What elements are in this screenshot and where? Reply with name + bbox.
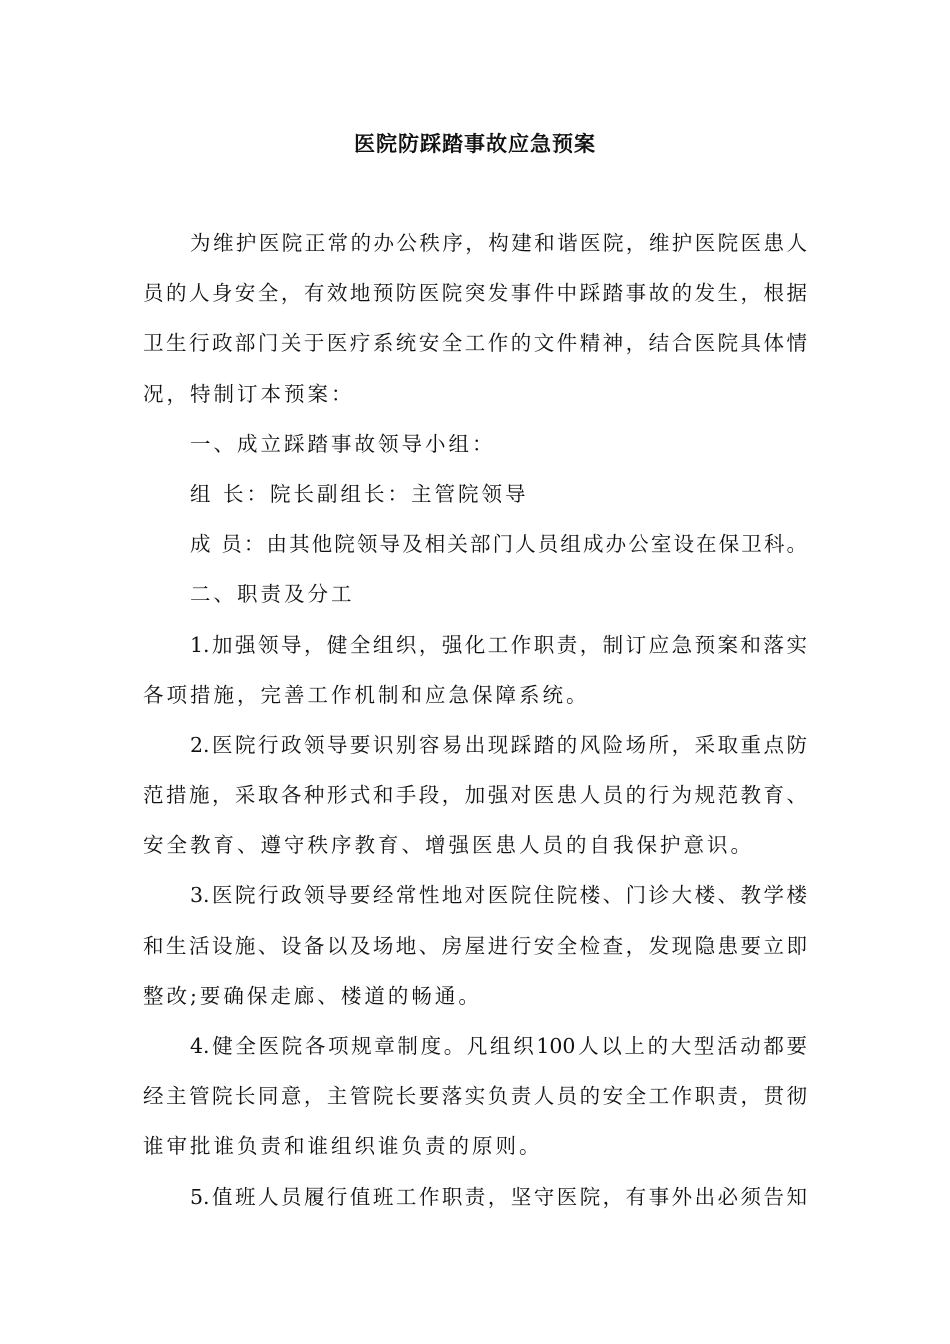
paragraph bbox=[143, 630, 807, 730]
text-line: 卫生行政部门关于医疗系统安全工作的文件精神，结合医院具体情 bbox=[143, 331, 807, 356]
text-line: 一、成立踩踏事故领导小组： bbox=[190, 431, 496, 456]
text-line: 安全教育、遵守秩序教育、增强医患人员的自我保护意识。 bbox=[143, 833, 754, 858]
text-line: 员的人身安全，有效地预防医院突发事件中踩踏事故的发生，根据 bbox=[143, 281, 807, 306]
paragraph bbox=[143, 529, 807, 579]
text-line: 4.健全医院各项规章制度。凡组织100人以上的大型活动都要 bbox=[190, 1034, 807, 1058]
text-line: 整改;要确保走廊、楼道的畅通。 bbox=[143, 983, 482, 1008]
text-line: 经主管院长同意，主管院长要落实负责人员的安全工作职责，贯彻 bbox=[143, 1084, 807, 1109]
paragraph bbox=[143, 1031, 807, 1182]
text-line: 范措施，采取各种形式和手段，加强对医患人员的行为规范教育、 bbox=[143, 783, 807, 808]
text-line: 况，特制订本预案： bbox=[143, 381, 355, 406]
text-line: 组 长：院长副组长：主管院领导 bbox=[190, 481, 529, 506]
text-line: 1.加强领导，健全组织，强化工作职责，制订应急预案和落实 bbox=[190, 632, 807, 657]
text-line: 5.值班人员履行值班工作职责，坚守医院，有事外出必须告知 bbox=[190, 1184, 807, 1209]
paragraph bbox=[143, 228, 807, 429]
text-line: 各项措施，完善工作机制和应急保障系统。 bbox=[143, 682, 590, 707]
text-line: 3.医院行政领导要经常性地对医院住院楼、门诊大楼、教学楼 bbox=[190, 883, 807, 908]
document-title: 医院防踩踏事故应急预案 bbox=[354, 131, 596, 156]
text-line: 为维护医院正常的办公秩序，构建和谐医院，维护医院医患人 bbox=[190, 231, 807, 255]
paragraph bbox=[143, 579, 807, 629]
text-line: 和生活设施、设备以及场地、房屋进行安全检查，发现隐患要立即 bbox=[143, 933, 807, 958]
paragraph bbox=[143, 880, 807, 1031]
text-line: 成 员：由其他院领导及相关部门人员组成办公室设在保卫科。 bbox=[190, 532, 807, 557]
paragraph bbox=[143, 1182, 807, 1232]
text-line: 2.医院行政领导要识别容易出现踩踏的风险场所，采取重点防 bbox=[190, 732, 807, 757]
text-line: 谁审批谁负责和谁组织谁负责的原则。 bbox=[143, 1134, 543, 1159]
paragraph bbox=[143, 730, 807, 881]
paragraph bbox=[143, 479, 807, 529]
text-line: 二、职责及分工 bbox=[190, 582, 355, 607]
document-body bbox=[143, 228, 807, 1232]
paragraph bbox=[143, 429, 807, 479]
